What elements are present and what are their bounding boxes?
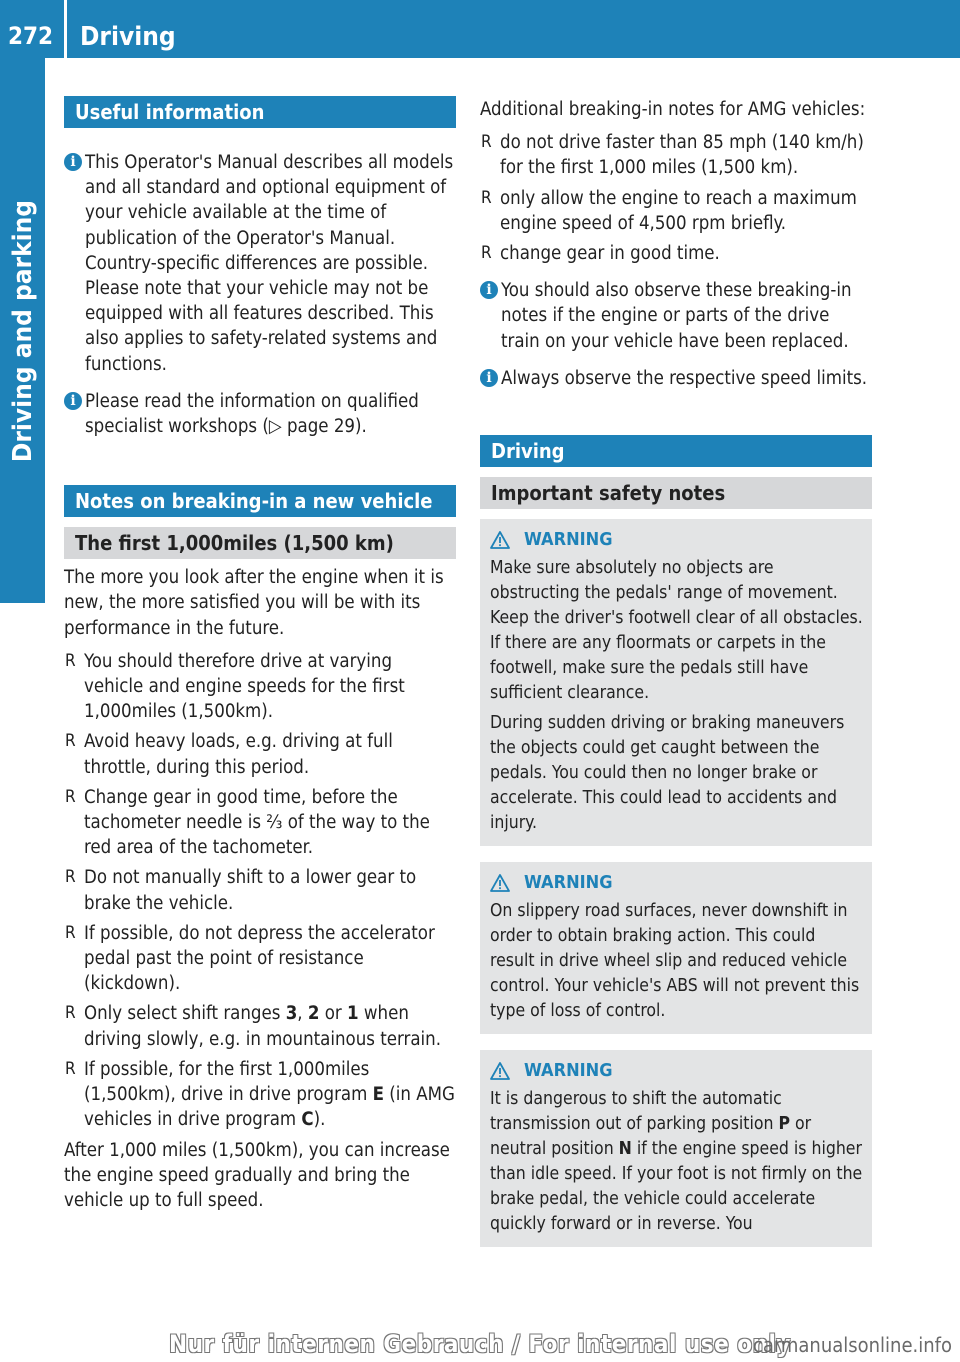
info-note bbox=[480, 366, 872, 391]
info-note bbox=[64, 389, 456, 439]
list-item: R only allow the engine to reach a maximum engine speed of 4,500 rpm briefly. bbox=[480, 186, 872, 236]
warning-text: On slippery road surfaces, never downshift in order to obtain braking action. This could result in drive wheel slip and reduced vehicle control. Your vehicle's ABS will not prevent this type of loss of control. bbox=[490, 901, 860, 1022]
warning-text: During sudden driving or braking maneuvers the objects could get caught between the pedals. You could then no longer brake or accelerate. This could lead to accidents and injury. bbox=[490, 713, 845, 834]
warning-header bbox=[490, 1058, 863, 1083]
warning-label: WARNING bbox=[524, 529, 613, 551]
footer-watermark: Nur für internen Gebrauch / For internal use only bbox=[169, 1330, 791, 1358]
warning-label: WARNING bbox=[524, 1060, 613, 1082]
info-icon: i bbox=[64, 392, 82, 410]
info-text: This Operator's Manual describes all models and all standard and optional equipment of your vehicle available at the time of publication of the Operator's Manual. Country-specific differences are possible. Please note that your vehicle may not be equipped with all features described. This also applies to safety-related systems and functions. bbox=[85, 152, 454, 375]
header-divider bbox=[64, 0, 67, 58]
info-icon: i bbox=[480, 369, 498, 387]
warning-text: It is dangerous to shift the automatic transmission out of parking position P or neutral position N if the engine speed is higher than idle speed. If your foot is not firmly on the brake pedal, the vehicle could accelerate quickly forward or in reverse. You bbox=[490, 1089, 863, 1235]
info-icon: i bbox=[480, 281, 498, 299]
amg-intro: Additional breaking-in notes for AMG vehicles: bbox=[480, 99, 866, 120]
intro-paragraph: The more you look after the engine when it is new, the more satisfied you will be with its performance in the future. bbox=[64, 567, 444, 639]
warning-header bbox=[490, 527, 863, 552]
info-icon: i bbox=[64, 153, 82, 171]
info-text: Please read the information on qualified specialist workshops (▷ page 29). bbox=[85, 390, 419, 438]
warning-triangle-icon bbox=[490, 874, 510, 892]
info-note bbox=[480, 278, 872, 354]
chapter-title: Driving bbox=[80, 22, 176, 52]
list-item: R Do not manually shift to a lower gear to brake the vehicle. bbox=[64, 865, 456, 915]
warning-label: WARNING bbox=[524, 872, 613, 894]
info-note bbox=[64, 150, 456, 377]
info-text: Always observe the respective speed limits. bbox=[501, 367, 868, 389]
warning-triangle-icon bbox=[490, 531, 510, 549]
warning-text: Make sure absolutely no objects are obstructing the pedals' range of movement. Keep the driver's footwell clear of all obstacles. If there are any floormats or carpets in the footwell, make sure the pedals still have sufficient clearance. bbox=[490, 558, 863, 704]
useful-information-heading: Useful information bbox=[64, 96, 456, 128]
list-item: R You should therefore drive at varying vehicle and engine speeds for the first 1,000miles (1,500km). bbox=[64, 649, 456, 725]
header-bar bbox=[0, 0, 960, 58]
breaking-in-heading: Notes on breaking-in a new vehicle bbox=[64, 485, 456, 517]
info-text: You should also observe these breaking-in notes if the engine or parts of the drive train on your vehicle have been replaced. bbox=[501, 280, 852, 352]
warning-box bbox=[480, 862, 872, 1034]
list-item: R Avoid heavy loads, e.g. driving at full throttle, during this period. bbox=[64, 729, 456, 779]
list-item: R do not drive faster than 85 mph (140 km/h) for the first 1,000 miles (1,500 km). bbox=[480, 130, 872, 180]
driving-heading: Driving bbox=[480, 435, 872, 467]
warning-triangle-icon bbox=[490, 1062, 510, 1080]
list-item: R change gear in good time. bbox=[480, 241, 872, 266]
list-item: R If possible, do not depress the accelerator pedal past the point of resistance (kickdown). bbox=[64, 921, 456, 997]
warning-box bbox=[480, 1050, 872, 1247]
warning-header bbox=[490, 870, 863, 895]
side-tab bbox=[0, 58, 45, 603]
side-tab-label: Driving and parking bbox=[7, 199, 38, 462]
right-column bbox=[480, 97, 872, 1247]
left-column bbox=[64, 96, 456, 1221]
list-item: R Only select shift ranges 3, 2 or 1 when driving slowly, e.g. in mountainous terrain. bbox=[64, 1001, 456, 1051]
first-miles-heading: The first 1,000miles (1,500 km) bbox=[64, 527, 456, 559]
site-watermark: carmanualsonline.info bbox=[752, 1333, 952, 1357]
list-item: R If possible, for the first 1,000miles (1,500km), drive in drive program E (in AMG vehicles in drive program C). bbox=[64, 1057, 456, 1133]
safety-notes-heading: Important safety notes bbox=[480, 477, 872, 509]
warning-box bbox=[480, 519, 872, 846]
list-item: R Change gear in good time, before the tachometer needle is ⅔ of the way to the red area of the tachometer. bbox=[64, 785, 456, 861]
after-paragraph: After 1,000 miles (1,500km), you can increase the engine speed gradually and bring the vehicle up to full speed. bbox=[64, 1139, 450, 1211]
page-number: 272 bbox=[8, 22, 54, 50]
